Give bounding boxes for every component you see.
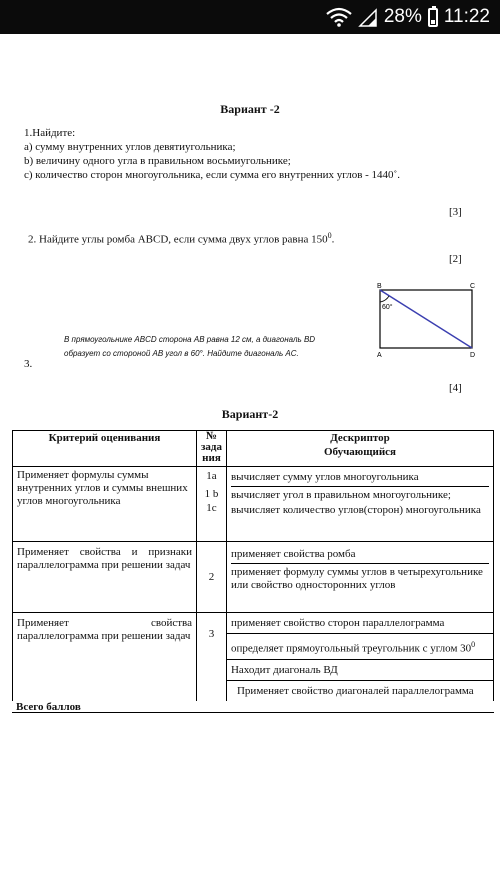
row3-desc-2-degree: 0 (471, 640, 476, 649)
row1-desc-2: вычисляет угол в правильном многоугольнике; (231, 486, 489, 504)
rubric-table (12, 430, 494, 701)
q2-text-main: 2. Найдите углы ромба ABCD, если сумма двух углов равна 150 (28, 233, 328, 246)
row2-criterion: Применяет свойства и признаки параллелограмма при решении задач (13, 542, 197, 613)
header-descriptor-line1: Дескриптор (330, 432, 390, 444)
signal-icon (358, 7, 378, 27)
clock: 11:22 (443, 6, 490, 27)
total-score-label: Всего баллов (16, 701, 81, 713)
q1-intro: 1.Найдите: (24, 127, 76, 139)
row2-desc-2: применяет формулу суммы углов в четырехугольнике или свойство односторонних углов (231, 563, 489, 592)
row1-desc-3: вычисляет количество углов(сторон) многоугольника (230, 504, 481, 516)
wifi-icon (326, 7, 352, 27)
row2-descriptors (226, 542, 493, 613)
row3-desc-3: Находит диагональ ВД (227, 659, 493, 680)
row1-num-1a: 1a (206, 470, 217, 482)
row1-descriptors (226, 467, 493, 542)
battery-percent: 28% (383, 6, 422, 27)
vertex-C: C (470, 283, 476, 290)
header-descriptor-line2: Обучающийся (323, 446, 397, 458)
q2-degree: 0 (327, 231, 332, 240)
row3-desc-1: применяет свойство сторон параллелограмма (230, 617, 445, 629)
q3-line1: В прямоугольнике ABCD сторона AB равна 12 см, а диагональ BD (64, 335, 316, 344)
q2-score: [2] (449, 253, 462, 265)
q1-a: a) сумму внутренних углов девятиугольника; (24, 141, 236, 153)
row1-num-1b: 1 b (204, 488, 219, 500)
row3-desc-2-text: определяет прямоугольный треугольник с углом 30 (230, 642, 472, 655)
status-bar (0, 0, 500, 34)
angle-label: 60° (382, 304, 393, 311)
header-descriptor (226, 431, 493, 467)
row2-desc-1: применяет свойства ромба (230, 548, 356, 560)
vertex-A: A (377, 352, 382, 359)
table-bottom-border (12, 712, 494, 713)
variant-title: Вариант -2 (220, 102, 280, 116)
header-criterion: Критерий оценивания (13, 431, 197, 467)
row3-desc-2 (227, 633, 493, 659)
rectangle-figure (370, 282, 480, 360)
header-task-number: № зада ния (197, 431, 227, 467)
row3-desc-4: Применяет свойство диагоналей параллелограмма (227, 680, 493, 701)
rubric-row-3 (13, 613, 494, 701)
row3-descriptors (226, 613, 493, 701)
rubric-row-2 (13, 542, 494, 613)
vertex-D: D (470, 352, 476, 359)
battery-icon (428, 8, 438, 27)
row1-num-1c: 1c (206, 502, 217, 514)
q2-tail: . (331, 233, 335, 246)
q3-number: 3. (24, 358, 33, 370)
q3-score: [4] (449, 382, 462, 394)
q1-score: [3] (449, 206, 462, 218)
row3-number: 3 (197, 613, 227, 701)
q2-text (28, 229, 334, 247)
rubric-row-1 (13, 467, 494, 542)
row3-criterion: Применяет свойства параллелограмма при решении задач (13, 613, 197, 701)
row2-number: 2 (197, 542, 227, 613)
row1-criterion: Применяет формулы суммы внутренних углов и суммы внешних углов многоугольника (13, 467, 197, 542)
rubric-title: Вариант-2 (221, 407, 279, 421)
row1-numbers (197, 467, 227, 542)
row1-desc-1: вычисляет сумму углов многоугольника (230, 471, 419, 483)
q3-line2: образует со стороной AB угол в 60°. Найдите диагональ AC. (64, 349, 299, 358)
vertex-B: B (377, 283, 382, 290)
q1-c: c) количество сторон многоугольника, если сумма его внутренних углов - 1440˚. (24, 169, 400, 181)
q1-b: b) величину одного угла в правильном восьмиугольнике; (24, 155, 291, 167)
